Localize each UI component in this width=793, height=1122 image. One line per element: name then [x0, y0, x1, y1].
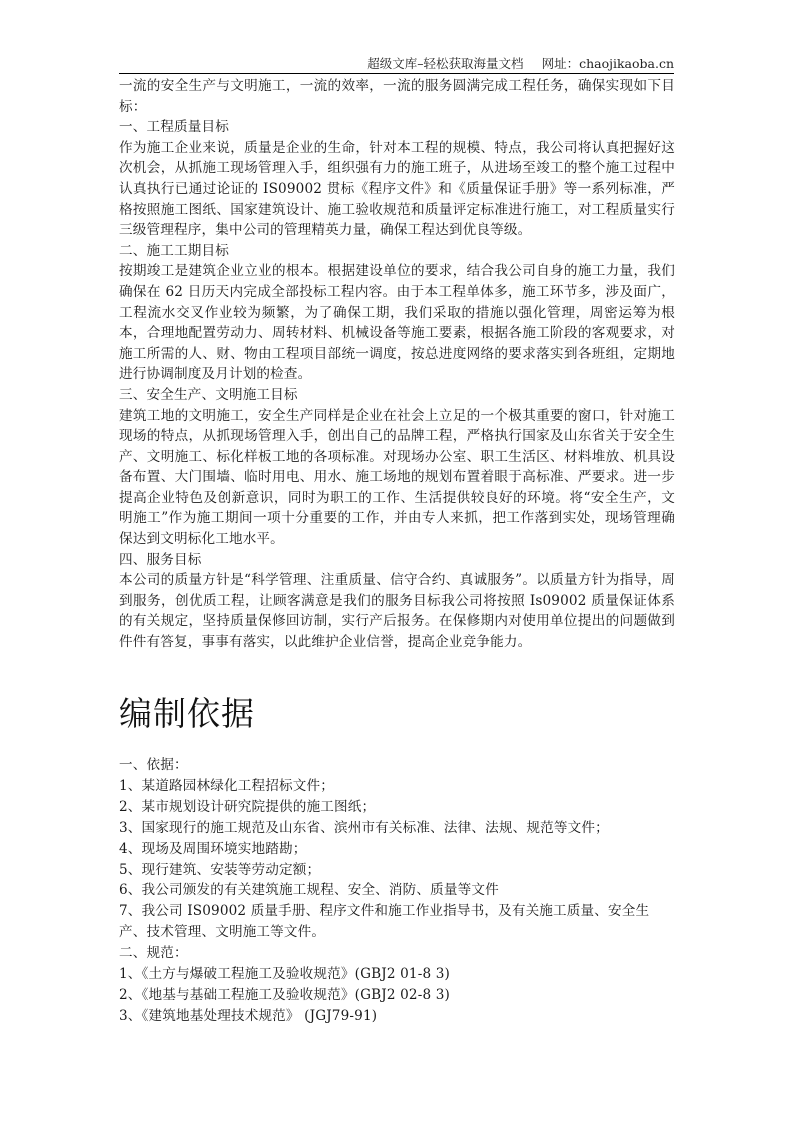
basis-item: 4、现场及周围环境实地踏勘； [119, 840, 307, 857]
page-header [119, 55, 674, 74]
quality-goal-heading: 一、工程质量目标 [119, 119, 229, 136]
basis-item: 1、某道路园林绿化工程招标文件； [119, 777, 334, 794]
norms-heading: 二、规范： [119, 945, 188, 962]
service-goal-body: 本公司的质量方针是“科学管理、注重质量、信守合约、真诚服务”。以质量方针为指导，周到服务，创优质工程，让顾客满意是我们的服务目标我公司将按照 Is09002 质量保证体系的有关规定，坚持质量保修回访制，实行产后报务。在保修期内对使用单位提出的问题做到件件有答复，事事有落实，以此维护企业信誉，提高企业竞争能力。 [119, 572, 675, 651]
basis-item: 5、现行建筑、安装等劳动定额； [119, 861, 321, 878]
goals-content [119, 76, 675, 653]
service-goal-heading: 四、服务目标 [119, 551, 202, 568]
quality-goal-body: 作为施工企业来说，质量是企业的生命，针对本工程的规模、特点，我公司将认真把握好这次机会，从抓施工现场管理入手，组织强有力的施工班子，从进场至竣工的整个施工过程中认真执行已通过论证的 IS09002 贯标《程序文件》和《质量保证手册》等一系列标准，严格按照施工图纸、国家建筑设计、施工验收规范和质量评定标准进行施工，对工程质量实行三级管理程序，集中公司的管理精英力量，确保工程达到优良等级。 [119, 139, 675, 239]
basis-item: 3、国家现行的施工规范及山东省、滨州市有关标准、法律、法规、规范等文件； [119, 819, 609, 836]
safety-goal-body: 建筑工地的文明施工，安全生产同样是企业在社会上立足的一个极其重要的窗口，针对施工现场的特点，从抓现场管理入手，创出自己的品牌工程，严格执行国家及山东省关于安全生产、文明施工、标化样板工地的各项标准。对现场办公室、职工生活区、材料堆放、机具设备布置、大门围墙、临时用电、用水、施工场地的规划布置着眼于高标准、严要求。进一步提高企业特色及创新意识，同时为职工的工作、生活提供较良好的环境。将“安全生产，文明施工”作为施工期间一项十分重要的工作，并由专人来抓，把工作落到实处，现场管理确保达到文明标化工地水平。 [119, 407, 675, 548]
basis-content [119, 755, 675, 1027]
schedule-goal-body: 按期竣工是建筑企业立业的根本。根据建设单位的要求，结合我公司自身的施工力量，我们确保在 62 日历天内完成全部投标工程内容。由于本工程单体多，施工环节多，涉及面广，工程流水交叉作业较为频繁，为了确保工期，我们采取的措施以强化管理，周密运筹为根本，合理地配置劳动力、周转材料、机械设备等施工要素，根据各施工阶段的客观要求，对施工所需的人、财、物由工程项目部统一调度，按总进度网络的要求落实到各班组，定期地进行协调制度及月计划的检查。 [119, 263, 675, 383]
norm-item: 2、《地基与基础工程施工及验收规范》(GBJ2 02-8 3) [119, 986, 450, 1003]
intro-paragraph: 一流的安全生产与文明施工，一流的效率，一流的服务圆满完成工程任务，确保实现如下目标： [119, 78, 675, 115]
basis-item: 6、我公司颁发的有关建筑施工规程、安全、消防、质量等文件 [119, 882, 499, 899]
basis-item: 2、某市规划设计研究院提供的施工图纸； [119, 798, 376, 815]
basis-item: 7、我公司 IS09002 质量手册、程序文件和施工作业指导书，及有关施工质量、安全生产、技术管理、文明施工等文件。 [119, 903, 650, 941]
norm-item: 3、《建筑地基处理技术规范》 (JGJ79-91) [119, 1007, 378, 1024]
site-url: 网址：chaojikaoba.cn [541, 56, 674, 71]
safety-goal-heading: 三、安全生产、文明施工目标 [119, 386, 298, 403]
basis-heading: 一、依据： [119, 757, 188, 773]
basis-title: 编制依据 [119, 694, 255, 733]
schedule-goal-heading: 二、施工工期目标 [119, 242, 229, 259]
site-slogan: 超级文库–轻松获取海量文档 [367, 56, 524, 71]
norm-item: 1、《土方与爆破工程施工及验收规范》(GBJ2 01-8 3) [119, 966, 450, 983]
